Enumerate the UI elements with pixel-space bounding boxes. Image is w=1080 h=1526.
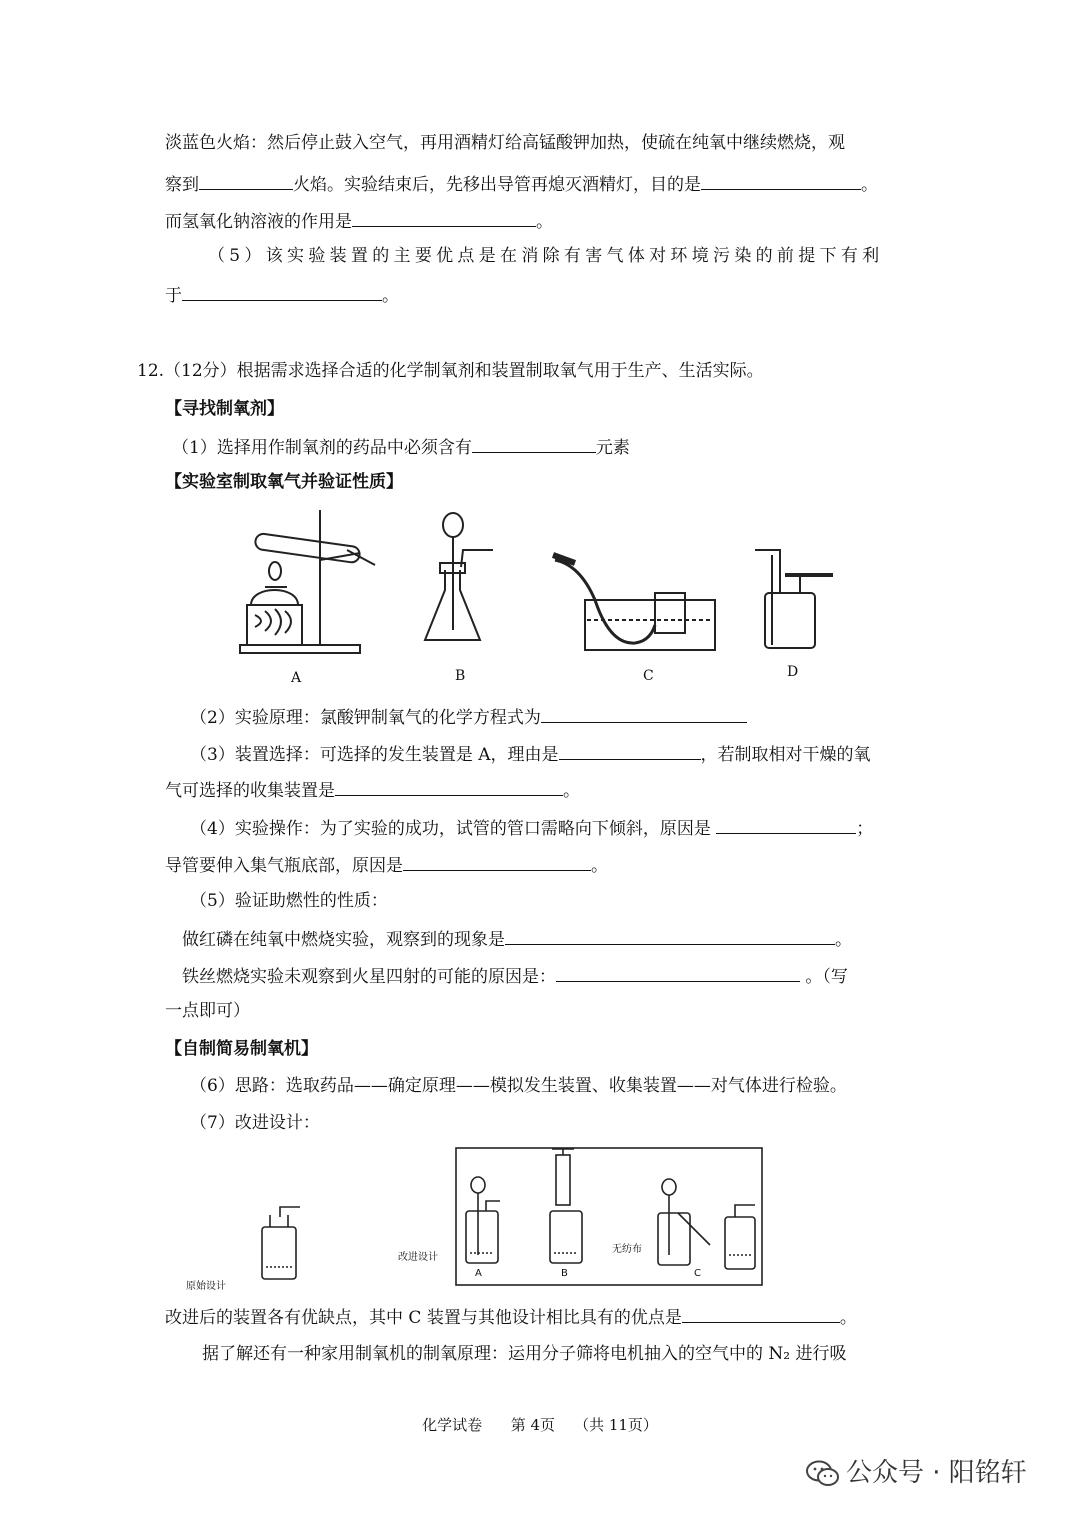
figure2-label-c: C (694, 1268, 701, 1279)
answer-blank[interactable] (682, 1304, 840, 1323)
q11-text: 察到 (165, 175, 199, 195)
figure2-label-b: B (561, 1268, 568, 1279)
answer-blank[interactable] (182, 282, 382, 301)
answer-blank[interactable] (403, 852, 591, 871)
q12-text: 铁丝燃烧实验未观察到火星四射的可能的原因是： (182, 967, 556, 987)
answer-blank[interactable] (199, 171, 293, 190)
q12-text: 。 (591, 856, 608, 876)
answer-blank[interactable] (505, 926, 835, 945)
q12-p6: （6）思路：选取药品——确定原理——模拟发生装置、收集装置——对气体进行检验。 (190, 1076, 847, 1096)
q11-line1: 淡蓝色火焰：然后停止鼓入空气，再用酒精灯给高锰酸钾加热，使硫在纯氧中继续燃烧，观 (165, 133, 845, 153)
wechat-icon (806, 1460, 840, 1488)
q11-line5 (165, 282, 399, 308)
q12-text: ； (856, 819, 874, 839)
figure2-label-a: A (475, 1268, 482, 1279)
q11-line4: （5）该实验装置的主要优点是在消除有害气体对环境污染的前提下有利 (208, 246, 884, 266)
answer-blank[interactable] (701, 171, 861, 190)
watermark (806, 1452, 1027, 1489)
figure-label-c: C (643, 668, 654, 684)
page-footer (0, 1414, 1080, 1435)
q11-text: 而氢氧化钠溶液的作用是 (165, 212, 352, 232)
figure-label-a: A (291, 670, 302, 686)
footer-page: 第 4页 (510, 1416, 555, 1434)
answer-blank[interactable] (559, 741, 701, 760)
q12-p4-cont (165, 852, 608, 878)
q12-text: 。 (563, 781, 580, 801)
figure-label-d: D (787, 664, 799, 680)
q12-p3-cont (165, 777, 580, 803)
q12-p5a (182, 926, 852, 952)
q11-text: 于 (165, 286, 182, 306)
q11-line3 (165, 208, 553, 234)
apparatus-figure (235, 505, 845, 665)
q12-text: ，若制取相对干燥的氧 (700, 745, 871, 765)
section-title: 【寻找制氧剂】 (165, 399, 284, 419)
q11-text: 。 (382, 286, 399, 306)
section-title: 【实验室制取氧气并验证性质】 (165, 472, 403, 492)
q12-text: 元素 (595, 438, 630, 458)
q12-text: （1）选择用作制氧剂的药品中必须含有 (172, 438, 472, 458)
footer-subject: 化学试卷 (422, 1416, 483, 1434)
q12-p5b-cont: 一点即可） (165, 1001, 250, 1021)
q12-text: 改进后的装置各有优缺点，其中 C 装置与其他设计相比具有的优点是 (165, 1308, 682, 1328)
q12-p1 (172, 434, 630, 460)
q12-text: （4）实验操作：为了实验的成功，试管的管口需略向下倾斜，原因是 (190, 819, 711, 839)
q12-p5b (182, 963, 848, 989)
q12-text: 。（写 (805, 967, 848, 987)
answer-blank[interactable] (472, 434, 596, 453)
q12-text: 。 (835, 930, 852, 950)
q12-p7: （7）改进设计： (190, 1113, 320, 1133)
q12-p4 (190, 815, 873, 841)
q12-p3 (190, 741, 871, 767)
q12-p5: （5）验证助燃性的性质： (190, 891, 388, 911)
q11-text: 。 (536, 212, 553, 232)
answer-blank[interactable] (352, 208, 536, 227)
q12-text: （2）实验原理：氯酸钾制氧气的化学方程式为 (190, 708, 541, 728)
watermark-text: 公众号 · 阳铭轩 (846, 1458, 1027, 1488)
q11-line2 (165, 171, 878, 197)
figure-label-b: B (455, 668, 466, 684)
cloth-label: 无纺布 (612, 1244, 642, 1255)
section-title: 【自制简易制氧机】 (165, 1039, 318, 1059)
q12-text: 导管要伸入集气瓶底部，原因是 (165, 856, 403, 876)
improved-design-caption: 改进设计 (398, 1252, 438, 1263)
answer-blank[interactable] (335, 777, 563, 796)
original-design-caption: 原始设计 (186, 1281, 226, 1292)
footer-total: （共 11页） (574, 1416, 658, 1434)
q12-p2 (190, 704, 747, 730)
q12-p8 (165, 1304, 857, 1330)
q12-text: 气可选择的收集装置是 (165, 781, 335, 801)
q12-text: （3）装置选择：可选择的发生装置是 A，理由是 (190, 745, 559, 765)
q12-text: 做红磷在纯氧中燃烧实验，观察到的现象是 (182, 930, 505, 950)
q11-text: 火焰。实验结束后，先移出导管再熄灭酒精灯，目的是 (293, 175, 701, 195)
answer-blank[interactable] (541, 704, 747, 723)
answer-blank[interactable] (556, 963, 800, 982)
q12-text: 。 (839, 1308, 857, 1328)
answer-blank[interactable] (716, 815, 856, 834)
q12-header: 12.（12分）根据需求选择合适的化学制氧剂和装置制取氧气用于生产、生活实际。 (137, 361, 764, 381)
q11-text: 。 (861, 175, 878, 195)
q12-p9: 据了解还有一种家用制氧机的制氧原理：运用分子筛将电机抽入的空气中的 N₂ 进行吸 (202, 1344, 847, 1364)
